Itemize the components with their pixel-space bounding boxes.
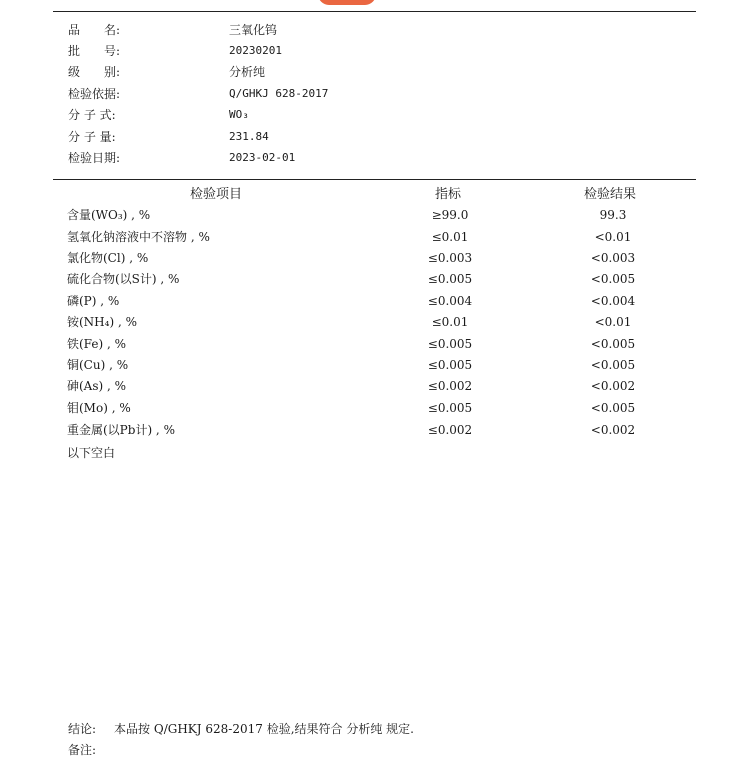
table-row [0,312,750,333]
row-item: 铁(Fe) , % [67,337,126,351]
column-header-spec: 指标 [435,187,462,202]
row-spec: ≤0.004 [427,294,473,308]
formula-value: WO₃ [229,108,249,121]
row-spec: ≤0.01 [431,230,469,244]
row-result: <0.005 [590,272,636,286]
formula-label: 分 子 式: [68,108,116,122]
basis-label: 检验依据: [68,87,121,101]
table-row [0,420,750,441]
table-row [0,291,750,312]
row-item: 重金属(以Pb计) , % [67,423,175,437]
row-result: <0.005 [590,337,636,351]
section-rule [53,179,696,180]
row-item: 铜(Cu) , % [67,358,129,372]
row-item: 硫化合物(以S计) , % [67,272,180,286]
row-item: 砷(As) , % [67,379,127,393]
row-spec: ≤0.003 [427,251,473,265]
row-result: <0.002 [590,423,636,437]
table-row [0,334,750,355]
row-result: <0.002 [590,379,636,393]
row-spec: ≤0.005 [427,337,473,351]
grade-label: 级 别: [68,65,121,79]
table-row [0,205,750,226]
grade-value: 分析纯 [229,65,266,79]
row-item: 钼(Mo) , % [67,401,131,415]
row-item: 氢氧化钠溶液中不溶物 , % [67,230,210,244]
basis-row [0,84,750,104]
seal-stamp-fragment [318,0,376,5]
product-name-value: 三氧化钨 [229,23,278,37]
row-result: <0.005 [590,401,636,415]
column-header-item: 检验项目 [190,187,243,202]
row-item: 铵(NH₄) , % [67,315,137,329]
basis-value: Q/GHKJ 628-2017 [229,87,329,100]
row-spec: ≥99.0 [431,208,469,222]
date-value: 2023-02-01 [229,151,296,164]
table-row [0,355,750,376]
weight-row [0,127,750,147]
date-label: 检验日期: [68,151,121,165]
table-row [0,269,750,290]
row-spec: ≤0.002 [427,423,473,437]
row-spec: ≤0.01 [431,315,469,329]
blank-below-note: 以下空白 [67,446,116,460]
conclusion [68,719,414,739]
row-result: 99.3 [599,208,627,222]
row-result: <0.01 [594,315,632,329]
conclusion-label: 结论: [68,722,97,736]
batch-value: 20230201 [229,44,282,57]
weight-label: 分 子 量: [68,130,116,144]
grade-row [0,62,750,82]
row-item: 氯化物(Cl) , % [67,251,149,265]
top-rule [53,11,696,12]
row-result: <0.004 [590,294,636,308]
product-name-row [0,20,750,40]
remark-label: 备注: [68,743,97,757]
table-row [0,227,750,248]
formula-row [0,105,750,125]
conclusion-text: 本品按 Q/GHKJ 628-2017 检验,结果符合 分析纯 规定. [114,722,414,736]
row-result: <0.003 [590,251,636,265]
row-spec: ≤0.005 [427,272,473,286]
row-spec: ≤0.002 [427,379,473,393]
table-row [0,376,750,397]
weight-value: 231.84 [229,130,269,143]
table-row [0,398,750,419]
row-item: 含量(WO₃) , % [67,208,151,222]
row-spec: ≤0.005 [427,358,473,372]
column-header-result: 检验结果 [584,187,637,202]
row-item: 磷(P) , % [67,294,120,308]
product-name-label: 品 名: [68,23,121,37]
batch-label: 批 号: [68,44,121,58]
row-spec: ≤0.005 [427,401,473,415]
row-result: <0.01 [594,230,632,244]
row-result: <0.005 [590,358,636,372]
batch-row [0,41,750,61]
table-row [0,248,750,269]
date-row [0,148,750,168]
